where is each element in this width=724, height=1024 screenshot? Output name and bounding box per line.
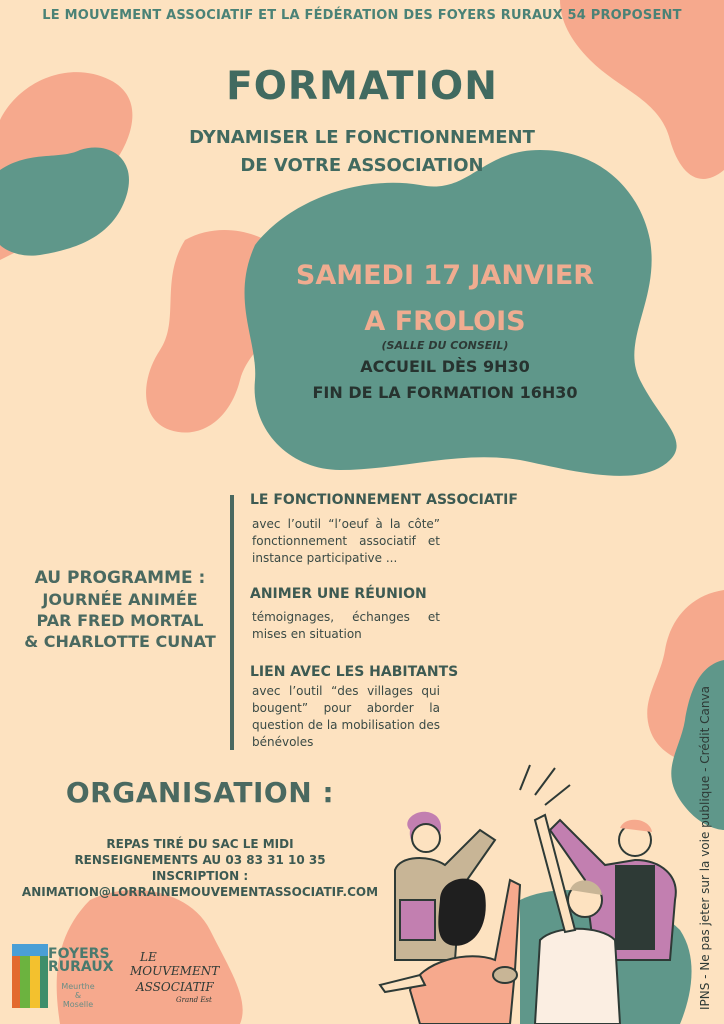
event-place: A FROLOIS [364, 306, 526, 337]
subtitle-line-2: DE VOTRE ASSOCIATION [240, 155, 484, 176]
header-text: LE MOUVEMENT ASSOCIATIF ET LA FÉDÉRATION DES FOYERS RURAUX 54 PROPOSENT [42, 8, 682, 23]
side-note: IPNS - Ne pas jeter sur la voie publique - Crédit Canva [698, 686, 712, 1010]
programme-line: JOURNÉE ANIMÉE [42, 590, 198, 609]
blob-teal-left [0, 147, 129, 255]
subtitle [150, 124, 574, 180]
foyers-ruraux-logo-icon [12, 944, 48, 1008]
foyers-sub [58, 982, 98, 1009]
foyers-sub-line: Moselle [62, 1000, 94, 1009]
foyers-name-line: RURAUX [48, 959, 114, 975]
event-date: SAMEDI 17 JANVIER [295, 260, 595, 291]
section-title: ANIMER UNE RÉUNION [250, 586, 427, 602]
info-line: RENSEIGNEMENTS AU 03 83 31 10 35 [74, 853, 326, 867]
programme-line: PAR FRED MORTAL [36, 611, 204, 630]
section-text: avec l’outil “des villages qui bougent” pour aborder la question de la mobilisation des bénévoles [252, 684, 440, 749]
foyers-name [48, 948, 114, 974]
section-title: LE FONCTIONNEMENT ASSOCIATIF [250, 492, 518, 508]
event-room: (SALLE DU CONSEIL) [381, 339, 509, 352]
mouvement-associatif-logo [130, 950, 230, 1010]
section-text: témoignages, échanges et mises en situation [252, 610, 440, 641]
programme-line: & CHARLOTTE CUNAT [24, 632, 216, 651]
foyers-sub-line: Meurthe [61, 982, 95, 991]
lma-line: Grand Est [176, 996, 212, 1004]
event-end: FIN DE LA FORMATION 16H30 [312, 383, 578, 402]
lma-line: ASSOCIATIF [136, 980, 214, 994]
info-line: INSCRIPTION : [151, 869, 249, 883]
email-link[interactable]: ANIMATION@LORRAINEMOUVEMENTASSOCIATIF.COM [21, 885, 379, 899]
lma-line: MOUVEMENT [130, 964, 220, 978]
divider-line [230, 495, 234, 750]
programme-block [10, 568, 230, 652]
foyers-sub-line: & [74, 991, 82, 1000]
organisation-info [0, 836, 400, 900]
subtitle-line-1: DYNAMISER LE FONCTIONNEMENT [189, 127, 535, 148]
info-line: REPAS TIRÉ DU SAC LE MIDI [106, 837, 294, 851]
people-illustration [370, 760, 700, 1024]
section-title: LIEN AVEC LES HABITANTS [250, 664, 459, 680]
section-text: avec l’outil “l’oeuf à la côte” fonctionnement associatif et instance participative ... [252, 517, 440, 565]
programme-heading: AU PROGRAMME : [34, 568, 206, 588]
page-title: FORMATION [226, 64, 498, 109]
organisation-heading: ORGANISATION : [65, 776, 335, 809]
foyers-name-line: FOYERS [48, 946, 110, 962]
event-welcome: ACCUEIL DÈS 9H30 [360, 357, 530, 376]
lma-line: LE [140, 950, 157, 964]
